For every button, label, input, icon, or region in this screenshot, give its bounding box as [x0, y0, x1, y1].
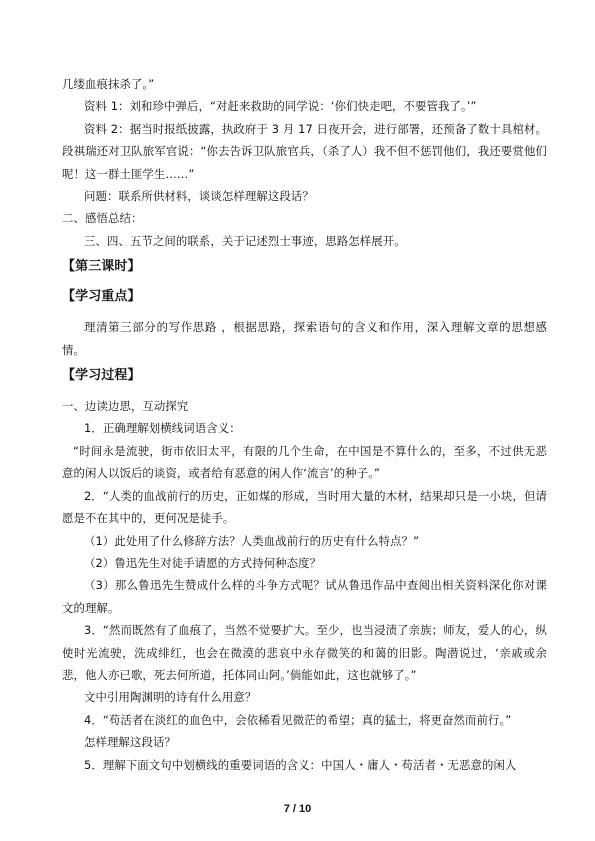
item-1: 1．正确理解划横线词语含义：: [84, 421, 241, 436]
question-text: 问题：联系所供材料，谈谈怎样理解这段话？: [84, 189, 314, 204]
sub-question-1: （1）此处用了什么修辞方法？人类血战前行的历史有什么特点？”: [84, 533, 420, 548]
key-points-text: 理清第三部分的写作思路 ，根据思路，探索语句的含义和作用，深入理解文章的思想感情。: [62, 320, 547, 357]
page-number: 7 / 10: [283, 803, 312, 815]
item-2: 2．“人类的血战前行的历史，正如煤的形成，当时用大量的木材，结果却只是一小块，但请愿是不在其中的，更何况是徒手。: [62, 488, 547, 526]
sub-question-2: （2）鲁迅先生对徒手请愿的方式持何种态度？: [84, 555, 322, 570]
text-line: 几缕血痕抹杀了。”: [62, 77, 155, 91]
item-5: 5．理解下面文句中划横线的重要词语的含义：中国人・庸人・苟活者・无恶意的闲人: [84, 757, 517, 772]
heading-key-points: 【学习重点】: [62, 289, 141, 305]
heading-learning-process: 【学习过程】: [62, 368, 141, 384]
quote-1: “时间永是流驶，街市依旧太平，有限的几个生命，在中国是不算什么的，至多，不过供无恶意的闲人以饭后的谈资，或者给有恶意的闲人作‘流言’的种子。”: [62, 443, 547, 481]
item-4: 4．“苟活者在淡红的血色中，会依稀看见微茫的希望；真的猛士，将更奋然而前行。”: [84, 712, 512, 727]
heading-third-lesson: 【第三课时】: [62, 259, 141, 275]
section-1-title: 一、边读边思，互动探究: [62, 399, 189, 414]
item-3: 3．“然而既然有了血痕了，当然不觉要扩大。至少，也当浸渍了亲族；师友，爱人的心，纵使时光流驶，洗成绯红，也会在微漠的悲哀中永存微笑的和蔼的旧影。陶潜说过，‘亲戚或余悲，他人亦已歌，死去何所道，托体同山阿。’倘能如此，这也就够了。”: [62, 623, 547, 682]
question-text: 文中引用陶渊明的诗有什么用意？: [84, 690, 257, 705]
sub-question-3: （3）那么鲁迅先生赞成什么样的斗争方式呢？试从鲁迅作品中查阅出相关资料深化你对课文的理解。: [62, 578, 547, 615]
page-content: [62, 73, 547, 776]
summary-text: 三、四、五节之间的联系，关于记述烈士事迹，思路怎样展开。: [84, 233, 406, 248]
question-text: 怎样理解这段话？: [84, 735, 176, 750]
section-summary-title: 二、感悟总结：: [62, 211, 143, 226]
material-1: 资料 1：刘和珍中弹后，“对赶来救助的同学说：‘你们快走吧，不要管我了。’”: [84, 99, 477, 114]
material-2: 资料 2：据当时报纸披露，执政府于 3 月 17 日夜开会，进行部署，还预备了数十具棺材。段祺瑞还对卫队旅军官说：“你去告诉卫队旅官兵，（杀了人）我不但不惩罚他们，我还要赏他们呢！这一群土匪学生……”: [62, 121, 547, 181]
